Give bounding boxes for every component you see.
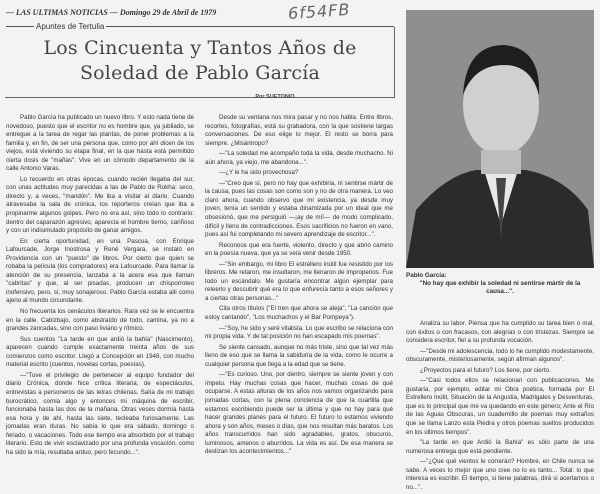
newspaper-dateline: — LAS ULTIMAS NOTICIAS — Domingo 29 de Abril de 1979 [6,8,217,17]
paragraph: Reconoce que era fuerte, violento, directo y que abrió camino en la poesía nueva, que ya se veía venir desde 1950. [205,241,393,258]
divider [155,97,252,98]
paragraph: —"Sin embargo, mi libro El estrellero inútil fue resistido por los libreros. Me retaron, me insultaron, me llenaron de improperios. Fue todo un escándalo. Me gustaría encontrar algún ejemplar para releerlo y descubrir qué era lo que enfurecía tanto a esos señores y a ciertas otras personas..." [205,260,393,302]
photo-caption [406,272,594,296]
paragraph: —"Casi todos ellos se relacionan con publicaciones. Me gustaría, por ejemplo, editar mi Obra poética, formada por El Estrellero Inútil, Situación de la Angustia, Madrigales y Desventuras, que es lo principal que me va quedando en este género; Ante el Río de las Aguas Obscuras, un cuadernillo de poemas muy extraños que se llama Lanzo esta Piedra y otros poemas sueltos producidos en los últimos tiempos". [406,377,594,436]
paragraph: Pablo García ha publicado un nuevo libro. Y esto nada tiene de novedoso, puesto que el escritor no es hombre que, ya jubilado, se entregue a la tarea de regar las plantas, de poner problemas a la familia y, en fin, de ser una persona que, como por ahí dicen de los viejos, está viviendo su etapa final, en la que hasta está permitido cierta dosis de "mañas". Vive en un cómodo departamento de la calle Antonio Varas. [6,114,194,173]
portrait-photo [406,10,594,268]
paragraph: —¿Y le ha sido provechosa? [219,169,299,177]
headline-line-1: Los Cincuenta y Tantos Años de [43,37,357,59]
paragraph: —"Soy, he sido y seré vitalista. Lo que escribo se relaciona con mi propia vida. Y de tal posición no han escapado mis poemas". [205,324,393,341]
paragraph: —"¿Que qué vientos le correrán? Hombre, en Chile nunca se sabe. A veces lo mejor que uno cree no lo es tanto... Total: lo que interesa es escribir. El tiempo, si tiene palabras, dirá si acertamos o no...". [406,458,594,491]
caption-quote: "No hay que exhibir la soledad ni sentirse mártir de la causa...". [419,280,581,295]
paragraph: —"Desde mi adolescencia, todo lo he cumplido modestamente, obscuramente, misteriosamente, según afirman algunos". [406,347,594,364]
paragraph: "La tarde en que Ardió la Bahía" es sólo parte de una numerosa entrega que está pendiente. [406,439,594,455]
article-column-2 [205,114,393,459]
byline-author: Por SUETONIO [255,94,295,100]
article-column-1 [6,114,194,459]
paragraph: Se siente cansado, aunque no más triste, sino que tal vez más lleno de eso que se llama la sabiduría de la vida, como le ocurre a cualquier persona que llega a la edad que se tiene. [205,343,393,368]
paragraph: —"Tuve el privilegio de pertenecer al equipo fundador del diario Crónica, donde hice crítica literaria, de espectáculos, entrevistas a personeros de las letras chilenas. Salía de mi trabajo burocrático, comía algo y entonces mi máquina de escribir, funcionaba hasta las dos de la mañana. Otras veces dormía hasta esa hora y de ahí, hasta las siete, tecleaba furiosamente. Las jornadas eran duras. No sabía lo que era sábado, domingo o feriado, o vacaciones. Todo ese tiempo era absorbido por el trabajo literario. Esto de vivir esclavizado por una profunda vocación, como ha sido la mía, resultaba arduo, pero fecundo...". [6,371,194,456]
paragraph: Lo recuerdo en otras épocas, cuando recién llegaba del sur, con unas actitudes muy parecidas a las de Pablo de Rokha: seco, directo y, a veces, "mandón". Me iba a visitar al diario. Cuando atravesaba la sala de crónica, los reporteros creían que iba a propinarme algunos golpes. Pero no era así, sino todo lo contrario: dentro del caparazón agresivo, aparecía el hombre tierno, cariñoso y con un indisimulado propósito de ganar amigos. [6,175,194,235]
paragraph: Analiza su labor. Piensa que ha cumplido su tarea bien o mal, con éxitos o con fracasos, con alegrías o con tristezas. Siempre se considera escritor, fiel a su profunda vocación. [406,320,594,345]
paragraph: En cierta oportunidad, en una Pascua, con Enrique Lafourcade, Jorge Inostrosa y René Vergara, se instaló en Providencia con un "puesto" de libros. Por cierto que quien se robaba la película (los compradores) era Lafourcade. Para llamar la atención de su presencia, lanzaba a la acera esa que llaman "cabritas" y que, al ser pisadas, producen un chisporroteo inofensivo, pero, sí, muy sonajeroso. Pablo García estaba allí como ajeno al mundo circundante. [6,237,194,305]
article-column-3 [406,320,594,494]
paragraph: Desde su ventana nos mira pasar y no nos habla. Entre libros, recortes, fotografías, está su grabadora, con la que sostiene largas conversaciones. De eso elige lo mejor. El resto se borra para siempre. ¿Misántropo? [205,114,393,147]
caption-name: Pablo García: [406,272,447,279]
paragraph: —"Es curioso. Uno, por dentro, siempre se siente joven y con ímpetu. Hay muchas cosas que hacer, muchas cosas de qué ocuparse. A estas alturas de los años nos vamos organizando para jornadas cortas, con la plena conciencia de que la cuartilla que estamos escribiendo puede ser la última y que no hay para qué hacer grandes planes para el futuro. El futuro lo estamos viviendo ahora y son años, meses o días, que nos resultan más baratos. Los años transcurridos han sido agradables, gratos, obscuros, luminosos, amenos o aburridos. La vida es así. De esa manera se deslizan los acontecimientos..." [205,371,393,456]
section-name: Apuntes de Tertulia [36,22,105,31]
portrait-figure [406,10,594,268]
headline [5,36,395,86]
paragraph: —"Creo que sí, pero no hay que exhibirla, ni sentirse mártir de la causa, pues las cosas son como son y no de otra manera. Lo veo claro ahora, cuando observo que mi existencia, ya desde muy joven, tenía un sentido y estaba dinamizada por un ideal que me obsesionó, que me persiguió —¡ay de mí!— de modo complicado, difícil y lleno de contradicciones. Esos sacrificios no fueron en vano, pues así fui completando mi severo aprendizaje de escritor...". [205,179,393,239]
paragraph: ¿Proyectos para el futuro? Los tiene, por cierto. [420,366,551,374]
divider [298,97,395,98]
paragraph: Sus cuentos "La tarde en que ardió la bahía" (Nascimento), aparecen cuando cumple exactamente treinta años de sus comienzos como escritor. Llegó a Concepción en 1948, con mucho material escrito (cuentos, novelas cortas, poesías). [6,335,194,369]
paragraph: —"La soledad me acompañó toda la vida, desde muchacho. Ni aún ahora, ya viejo, me abandona...". [205,150,393,166]
byline [5,94,395,100]
paragraph: Cita otros títulos ("El tren que ahora se aleja", "La canción que estoy cantando", "Los muchachos y el Bar Pompeya"). [205,305,393,322]
handwritten-archive-number: 6f54FB [287,0,351,24]
paragraph: No frecuenta los cenáculos literarios. Rara vez se le encuentra en la calle. Cabizbajo, como abstraído de todo, camina, ya no a grandes zancadas, sino con paso liviano y rítmico. [6,308,194,333]
headline-line-2: Soledad de Pablo García [79,62,321,84]
